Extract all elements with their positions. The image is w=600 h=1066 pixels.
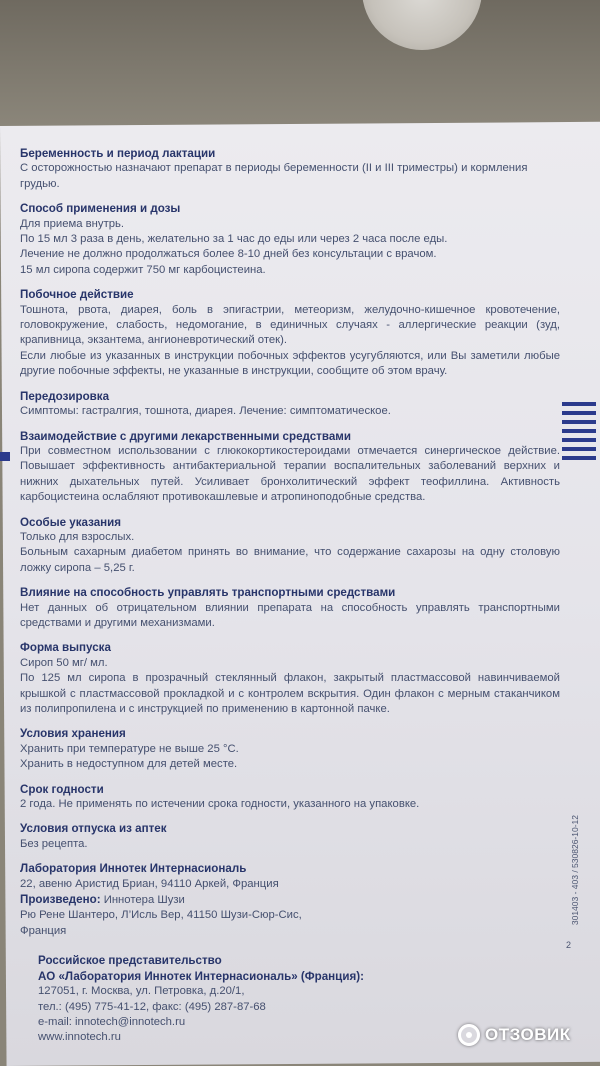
produced-line	[20, 892, 560, 908]
background-table	[0, 0, 600, 140]
section-text: Больным сахарным диабетом принять во внимание, что содержание сахарозы на одну столовую ложку сиропа – 5,25 г.	[20, 546, 560, 574]
section-text: Симптомы: гастралгия, тошнота, диарея. Лечение: симптоматическое.	[20, 405, 391, 418]
representative-company: АО «Лаборатория Иннотек Интернасиональ» (Франция):	[38, 969, 364, 983]
section-text: С осторожностью назначают препарат в периоды беременности (II и III триместры) и кормления грудью.	[20, 162, 528, 190]
section-side-effects	[20, 287, 560, 379]
section-dosage	[20, 201, 560, 278]
section-heading: Передозировка	[20, 389, 110, 403]
representative-address: 127051, г. Москва, ул. Петровка, д.20/1,	[38, 985, 245, 998]
produced-country: Франция	[20, 924, 67, 937]
produced-by: Иннотера Шузи	[103, 894, 185, 907]
section-shelf-life	[20, 782, 560, 813]
section-text: Для приема внутрь.	[20, 217, 125, 230]
section-text: При совместном использовании с глюкокортикостероидами отмечается синергическое действие. Повышает эффективность антибактериальной терапии воспалительных заболеваний верхних и нижних дыхательных путей. Усиливает бронхолитический эффект теофиллина. Активность карбоцистеина ослабляют противокашлевые и атропиноподобные средства.	[20, 444, 560, 504]
section-heading: Способ применения и дозы	[20, 202, 181, 216]
representative-web: www.innotech.ru	[38, 1031, 121, 1044]
section-text: Тошнота, рвота, диарея, боль в эпигастрии, метеоризм, желудочно-кишечное кровотечение, головокружение, слабость, недомогание, в единичных случаях - аллергические реакции (зуд, крапивница, экзантема, ангионевротический отек).	[20, 303, 560, 347]
section-text: По 125 мл сиропа в прозрачный стеклянный флакон, закрытый пластмассовой навинчиваемой крышкой с пластмассовой прокладкой и с контролем вскрытия. Один флакон с мерным стаканчиком из полипропилена и с инструкцией по применению в картонной пачке.	[20, 672, 560, 715]
manufacturer-name: Лаборатория Иннотек Интернасиональ	[20, 862, 247, 876]
section-text: Без рецепта.	[20, 837, 88, 850]
produced-address: Рю Рене Шантеро, Л’Исль Вер, 41150 Шузи-Сюр-Сис,	[20, 909, 302, 922]
watermark-text: ОТЗОВИК	[485, 1025, 571, 1044]
section-heading: Условия хранения	[20, 727, 126, 741]
representative-phone: тел.: (495) 775-41-12, факс: (495) 287-87-68	[38, 1000, 266, 1013]
section-heading: Особые указания	[20, 515, 122, 529]
side-code: 301403 - 403 / 530826-10-12	[570, 815, 580, 926]
section-heading: Форма выпуска	[20, 641, 111, 655]
section-text: По 15 мл 3 раза в день, желательно за 1 час до еды или через 2 часа после еды.	[20, 233, 448, 246]
produced-label: Произведено:	[20, 893, 101, 907]
section-text: Лечение не должно продолжаться более 8-10 дней без консультации с врачом.	[20, 248, 437, 261]
otzovik-logo-icon	[458, 1024, 480, 1046]
section-text: Нет данных об отрицательном влиянии препарата на способность управлять транспортными средствами и другими механизмами.	[20, 601, 560, 629]
side-code-wrap	[560, 815, 580, 960]
representative-title: Российское представительство	[38, 954, 222, 968]
section-heading: Влияние на способность управлять транспортными средствами	[20, 586, 396, 600]
section-text: Хранить при температуре не выше 25 °С.	[20, 742, 239, 755]
section-heading: Побочное действие	[20, 288, 134, 302]
left-edge-mark	[0, 452, 10, 461]
section-pregnancy	[20, 146, 560, 192]
section-interactions	[20, 429, 560, 506]
section-heading: Условия отпуска из аптек	[20, 822, 167, 836]
section-dispensing	[20, 821, 560, 852]
section-heading: Срок годности	[20, 782, 104, 796]
section-text: Только для взрослых.	[20, 530, 135, 543]
otzovik-watermark	[458, 1024, 571, 1046]
manufacturer-address: 22, авеню Аристид Бриан, 94110 Аркей, Франция	[20, 877, 279, 890]
page-number: 2	[566, 940, 572, 950]
leaflet-content	[20, 146, 560, 1046]
section-form	[20, 640, 560, 717]
section-overdose	[20, 389, 560, 420]
representative-email: e-mail: innotech@innotech.ru	[38, 1015, 186, 1028]
section-text: 2 года. Не применять по истечении срока годности, указанного на упаковке.	[20, 798, 420, 811]
section-text: Хранить в недоступном для детей месте.	[20, 758, 238, 771]
section-text: Сироп 50 мг/ мл.	[20, 656, 108, 669]
section-storage	[20, 726, 560, 772]
section-heading: Взаимодействие с другими лекарственными средствами	[20, 429, 351, 443]
section-special-notes	[20, 515, 560, 577]
section-driving	[20, 585, 560, 631]
section-text: 15 мл сиропа содержит 750 мг карбоцистеина.	[20, 263, 266, 276]
manufacturer-block	[20, 861, 560, 939]
section-text: Если любые из указанных в инструкции побочных эффектов усугубляются, или Вы заметили любые другие побочные эффекты, не указанные в инструкции, сообщите об этом врачу.	[20, 349, 560, 378]
blue-stripes-mark	[562, 402, 596, 465]
section-heading: Беременность и период лактации	[20, 147, 216, 160]
